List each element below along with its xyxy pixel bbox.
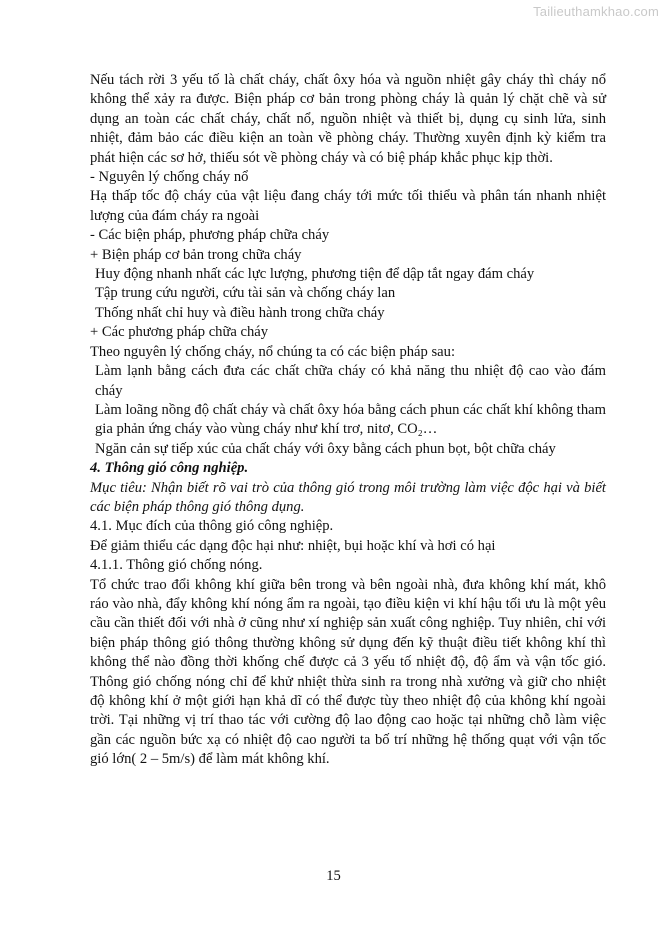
paragraph-methods-intro: Theo nguyên lý chống cháy, nổ chúng ta có các biện pháp sau: bbox=[90, 343, 455, 360]
measure-command: Thống nhất chỉ huy và điều hành trong chữa cháy bbox=[95, 304, 385, 321]
subsection-heading-purpose: 4.1. Mục đích của thông gió công nghiệp. bbox=[90, 518, 334, 535]
list-item-extinguish-methods: + Các phương pháp chữa cháy bbox=[90, 324, 269, 341]
page-content bbox=[90, 71, 606, 770]
method-isolation: Ngăn cản sự tiếp xúc của chất cháy với ôxy bằng cách phun bọt, bột chữa cháy bbox=[95, 440, 556, 457]
subsection-heading-cooling: 4.1.1. Thông gió chống nóng. bbox=[90, 557, 263, 574]
page-number: 15 bbox=[326, 868, 341, 884]
paragraph-principle: Hạ thấp tốc độ cháy của vật liệu đang cháy tới mức tối thiểu và phân tán nhanh nhiệt lượng của đám cháy ra ngoài bbox=[90, 188, 606, 224]
method-cooling: Làm lạnh bằng cách đưa các chất chữa cháy có khả năng thu nhiệt độ cao vào đám cháy bbox=[95, 363, 606, 399]
watermark: Tailieuthamkhao.com bbox=[533, 4, 659, 19]
paragraph-cooling-ventilation: Tổ chức trao đổi không khí giữa bên trong và bên ngoài nhà, đưa không khí mát, khô ráo vào nhà, đẩy không khí nóng ẩm ra ngoài, tạo điều kiện vi khí hậu tối ưu là một yêu cầu cần thiết đối với nhà ở cũng như xí nghiệp sản xuất công nghiệp. Tuy nhiên, chỉ với biện pháp thông gió thông thường không sử dụng đến kỹ thuật điều tiết không khí thì không thể nào đồng thời khống chế được cả 3 yếu tố nhiệt độ, độ ẩm và vận tốc gió. Thông gió chống nóng chỉ để khử nhiệt thừa sinh ra trong nhà xưởng và giữ cho nhiệt độ không khí ở một giới hạn khả dĩ có thể được tùy theo nhiệt độ của không khí ngoài trời. Tại những vị trí thao tác với cường độ lao động cao hoặc tại những chỗ làm việc gần các nguồn bức xạ có nhiệt độ cao người ta bố trí những hệ thống quạt với vận tốc gió lớn( 2 – 5m/s) để làm mát không khí. bbox=[90, 576, 606, 768]
list-item-basic-measures: + Biện pháp cơ bản trong chữa cháy bbox=[90, 246, 302, 263]
measure-mobilize: Huy động nhanh nhất các lực lượng, phương tiện để dập tắt ngay đám cháy bbox=[95, 266, 535, 283]
method-dilution: Làm loãng nồng độ chất cháy và chất ôxy hóa bằng cách phun các chất khí không tham gia phản ứng cháy vào vùng cháy như khí trơ, nitơ, CO₂… bbox=[95, 401, 606, 438]
paragraph-purpose: Để giảm thiểu các dạng độc hại như: nhiệt, bụi hoặc khí và hơi có hại bbox=[90, 537, 496, 554]
list-item-principle: - Nguyên lý chống cháy nổ bbox=[90, 169, 249, 186]
section-heading-ventilation: 4. Thông gió công nghiệp. bbox=[90, 460, 249, 477]
paragraph-fire-prevention: Nếu tách rời 3 yếu tố là chất cháy, chất ôxy hóa và nguồn nhiệt gây cháy thì cháy nổ không thể xảy ra được. Biện pháp cơ bản trong phòng cháy là quản lý chặt chẽ và sử dụng an toàn các chất cháy, chất nổ, nguồn nhiệt và thiết bị, dụng cụ sinh lửa, sinh nhiệt, đảm bảo các điều kiện an toàn về phòng cháy. Thường xuyên định kỳ kiểm tra phát hiện các sơ hở, thiếu sót về phòng cháy và có biệ pháp khắc phục kịp thời. bbox=[90, 72, 606, 166]
section-objective: Mục tiêu: Nhận biết rõ vai trò của thông gió trong môi trường làm việc độc hại và biết các biện pháp thông gió thông dụng. bbox=[90, 479, 606, 515]
list-item-methods: - Các biện pháp, phương pháp chữa cháy bbox=[90, 227, 330, 244]
measure-rescue: Tập trung cứu người, cứu tài sản và chống cháy lan bbox=[95, 285, 396, 302]
